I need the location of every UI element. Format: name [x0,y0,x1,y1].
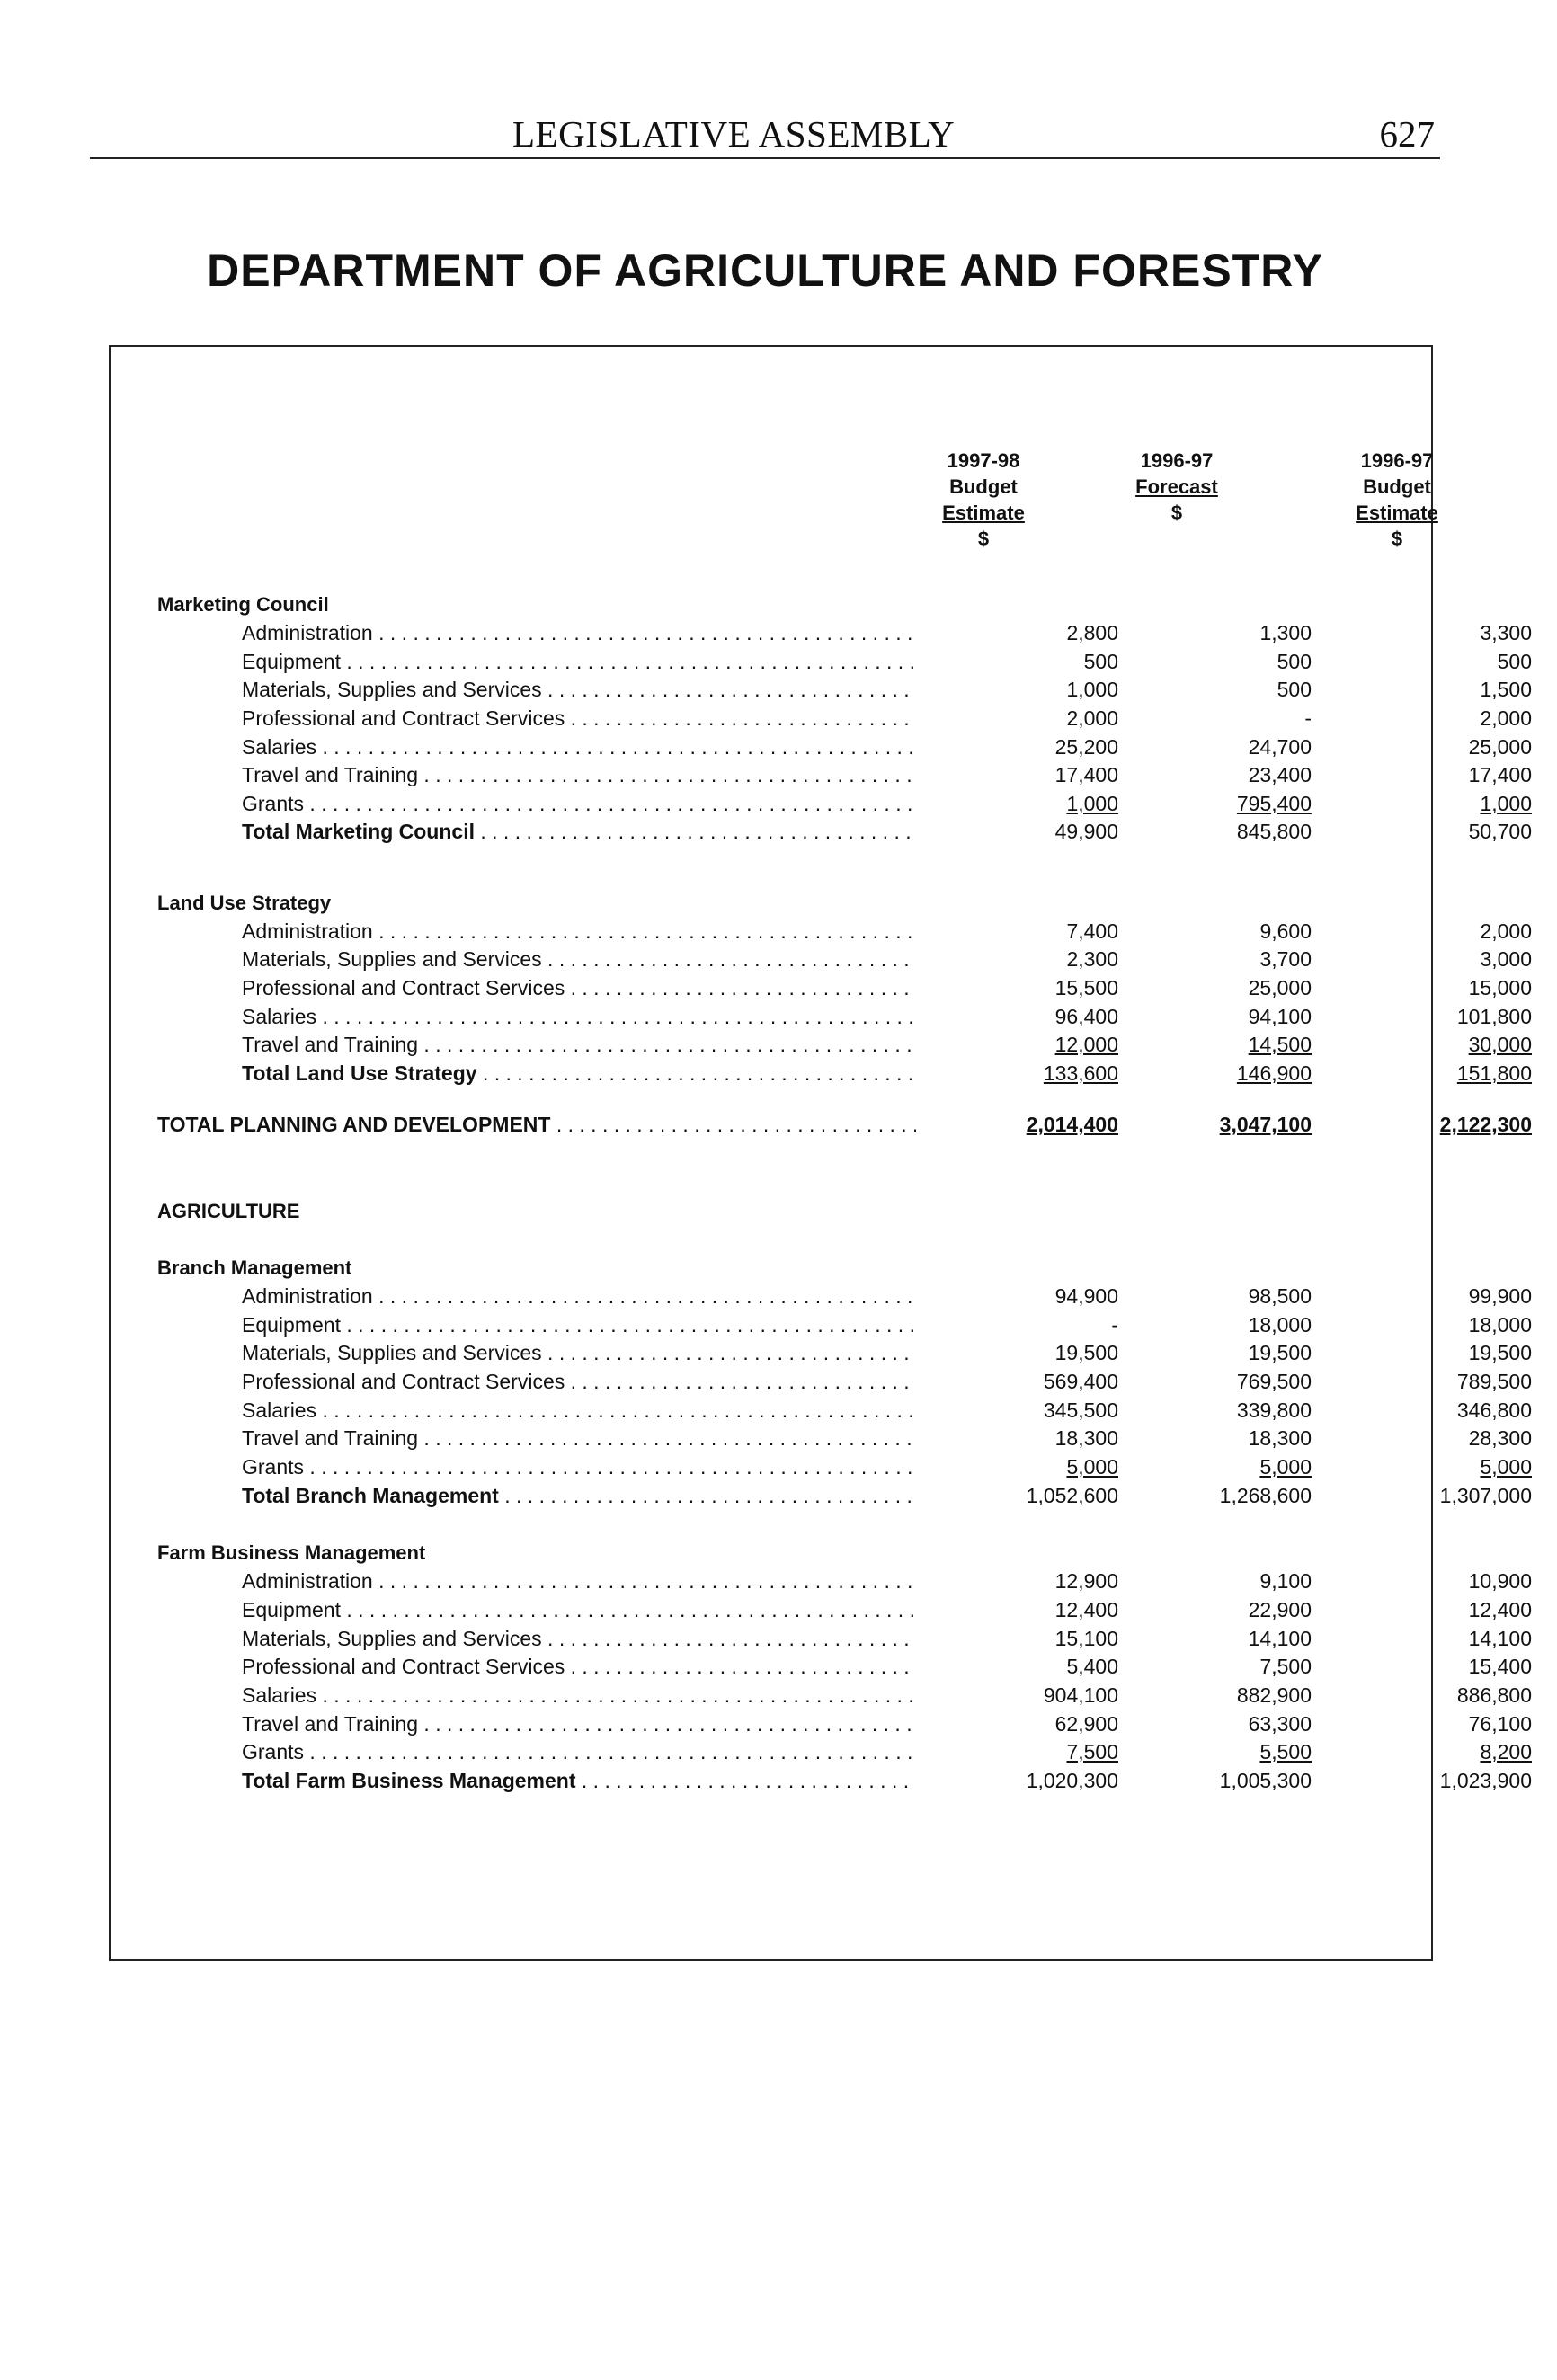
table-row [111,676,1532,704]
value-1997-98-estimate: - [1111,1313,1118,1337]
row-label: Professional and Contract Services . . . [242,1368,916,1396]
value-1996-97-forecast: 500 [1277,678,1312,701]
row-label: Travel and Training . . . [242,1031,916,1059]
value-1996-97-forecast: 18,000 [1248,1313,1312,1337]
row-label: Travel and Training . . . [242,1425,916,1452]
column-header-1996-97-budget-estimate [1307,448,1487,552]
table-row [111,1425,1532,1452]
value-1997-98-estimate: 19,500 [1054,1341,1118,1364]
row-label: Salaries . . . [242,1003,916,1031]
total-row [111,818,1532,846]
value-1996-97-forecast: 22,900 [1248,1598,1312,1621]
column-header-line: 1996-97 [1140,449,1214,472]
row-label: Grants . . . [242,1738,916,1766]
value-1996-97-estimate: 2,000 [1480,706,1532,730]
value-1996-97-forecast: 146,900 [1236,1061,1312,1085]
column-header-unit: $ [1391,528,1403,550]
value-1997-98-estimate: 25,200 [1054,735,1118,759]
row-label: Travel and Training . . . [242,1710,916,1738]
value-1997-98-estimate: 12,000 [1054,1033,1118,1056]
value-1996-97-estimate: 789,500 [1456,1370,1532,1393]
value-1997-98-estimate: 12,400 [1054,1598,1118,1621]
table-row [111,946,1532,973]
value-1996-97-estimate: 2,000 [1480,919,1532,943]
column-header-1997-98-budget-estimate [894,448,1073,552]
value-1996-97-estimate: 151,800 [1456,1061,1532,1085]
section-row [111,1254,1431,1282]
grand-row [111,1111,1532,1139]
department-title: DEPARTMENT OF AGRICULTURE AND FORESTRY [207,245,1323,296]
row-label: Salaries . . . [242,1397,916,1425]
value-1996-97-forecast: 18,300 [1248,1426,1312,1450]
section-heading: AGRICULTURE [157,1200,300,1222]
table-row [111,733,1532,761]
value-1996-97-forecast: 769,500 [1236,1370,1312,1393]
row-label: Total Marketing Council . . . [242,818,916,846]
value-1996-97-forecast: 9,100 [1259,1569,1312,1593]
value-1997-98-estimate: 5,400 [1066,1655,1118,1678]
column-header-unit: $ [1170,502,1183,524]
section-row [111,889,1431,917]
value-1997-98-estimate: 7,400 [1066,919,1118,943]
value-1997-98-estimate: 2,300 [1066,947,1118,971]
value-1996-97-estimate: 14,100 [1468,1627,1532,1650]
value-1996-97-estimate: 101,800 [1456,1005,1532,1028]
value-1996-97-forecast: 9,600 [1259,919,1312,943]
value-1996-97-estimate: 2,122,300 [1439,1113,1532,1136]
value-1996-97-forecast: 5,000 [1259,1455,1312,1479]
value-1996-97-forecast: 98,500 [1248,1284,1312,1308]
value-1996-97-estimate: 30,000 [1468,1033,1532,1056]
value-1996-97-estimate: 1,500 [1480,678,1532,701]
table-row [111,1738,1532,1766]
value-1996-97-estimate: 76,100 [1468,1712,1532,1736]
major-row [111,1197,1431,1225]
value-1997-98-estimate: 5,000 [1066,1455,1118,1479]
row-label: Equipment . . . [242,1596,916,1624]
value-1997-98-estimate: 15,500 [1054,976,1118,999]
row-label: Administration . . . [242,918,916,946]
table-row [111,1283,1532,1310]
value-1997-98-estimate: 1,052,600 [1026,1484,1118,1507]
total-row [111,1482,1532,1510]
column-header-line: Estimate [942,502,1025,524]
value-1996-97-forecast: 23,400 [1248,763,1312,786]
value-1996-97-forecast: 845,800 [1236,820,1312,843]
value-1996-97-forecast: 25,000 [1248,976,1312,999]
budget-table-frame [109,345,1532,1961]
value-1996-97-estimate: 346,800 [1456,1399,1532,1422]
column-header-line: Forecast [1135,475,1218,498]
value-1996-97-forecast: 14,500 [1248,1033,1312,1056]
row-label: Materials, Supplies and Services . . . [242,1339,916,1367]
table-row [111,1311,1532,1339]
value-1997-98-estimate: 904,100 [1043,1683,1118,1707]
table-row [111,918,1532,946]
section-heading: Branch Management [157,1257,352,1279]
value-1996-97-estimate: 1,000 [1480,792,1532,815]
row-label: Professional and Contract Services . . . [242,1653,916,1681]
table-row [111,1339,1532,1367]
table-row [111,1653,1532,1681]
row-label: Salaries . . . [242,733,916,761]
row-label: Total Land Use Strategy . . . [242,1060,916,1088]
value-1997-98-estimate: 17,400 [1054,763,1118,786]
column-header-unit: $ [977,528,990,550]
table-row [111,619,1532,647]
value-1996-97-estimate: 1,307,000 [1439,1484,1532,1507]
value-1997-98-estimate: 96,400 [1054,1005,1118,1028]
value-1996-97-forecast: 1,268,600 [1219,1484,1312,1507]
value-1996-97-forecast: 882,900 [1236,1683,1312,1707]
row-label: Grants . . . [242,790,916,818]
value-1997-98-estimate: 1,020,300 [1026,1769,1118,1792]
table-row [111,761,1532,789]
value-1997-98-estimate: 18,300 [1054,1426,1118,1450]
value-1997-98-estimate: 133,600 [1043,1061,1118,1085]
value-1996-97-estimate: 19,500 [1468,1341,1532,1364]
row-label: Administration . . . [242,1283,916,1310]
section-heading: Land Use Strategy [157,892,332,914]
table-row [111,1453,1532,1481]
row-label: Administration . . . [242,1567,916,1595]
column-header-line: 1996-97 [1360,449,1434,472]
value-1997-98-estimate: 2,014,400 [1026,1113,1118,1136]
value-1996-97-forecast: 94,100 [1248,1005,1312,1028]
value-1996-97-estimate: 17,400 [1468,763,1532,786]
row-label: Professional and Contract Services . . . [242,974,916,1002]
value-1997-98-estimate: 15,100 [1054,1627,1118,1650]
table-row [111,974,1532,1002]
value-1997-98-estimate: 94,900 [1054,1284,1118,1308]
row-label: Equipment . . . [242,1311,916,1339]
value-1996-97-estimate: 1,023,900 [1439,1769,1532,1792]
row-label: TOTAL PLANNING AND DEVELOPMENT . . . [157,1111,916,1139]
running-head-title: LEGISLATIVE ASSEMBLY [512,113,956,155]
value-1996-97-estimate: 5,000 [1480,1455,1532,1479]
value-1997-98-estimate: 1,000 [1066,792,1118,815]
value-1996-97-forecast: 3,047,100 [1219,1113,1312,1136]
value-1996-97-forecast: 63,300 [1248,1712,1312,1736]
value-1996-97-forecast: 339,800 [1236,1399,1312,1422]
page-number: 627 [1379,113,1435,155]
table-row [111,1031,1532,1059]
value-1997-98-estimate: 7,500 [1066,1740,1118,1763]
value-1997-98-estimate: 2,800 [1066,621,1118,644]
table-row [111,705,1532,733]
value-1996-97-estimate: 10,900 [1468,1569,1532,1593]
table-row [111,648,1532,676]
value-1996-97-forecast: 5,500 [1259,1740,1312,1763]
value-1997-98-estimate: 500 [1083,650,1118,673]
value-1996-97-estimate: 18,000 [1468,1313,1532,1337]
value-1996-97-forecast: 795,400 [1236,792,1312,815]
value-1996-97-forecast: 7,500 [1259,1655,1312,1678]
column-header-1996-97-forecast [1087,448,1267,526]
value-1996-97-forecast: 3,700 [1259,947,1312,971]
value-1997-98-estimate: 2,000 [1066,706,1118,730]
total-row [111,1767,1532,1795]
value-1996-97-estimate: 99,900 [1468,1284,1532,1308]
value-1997-98-estimate: 12,900 [1054,1569,1118,1593]
value-1996-97-estimate: 500 [1497,650,1532,673]
row-label: Equipment . . . [242,648,916,676]
value-1996-97-estimate: 886,800 [1456,1683,1532,1707]
row-label: Salaries . . . [242,1682,916,1710]
column-header-line: Estimate [1356,502,1438,524]
row-label: Total Farm Business Management . . . [242,1767,916,1795]
value-1997-98-estimate: 62,900 [1054,1712,1118,1736]
table-row [111,1625,1532,1653]
value-1996-97-estimate: 12,400 [1468,1598,1532,1621]
table-row [111,1368,1532,1396]
value-1996-97-forecast: 24,700 [1248,735,1312,759]
table-row [111,1682,1532,1710]
value-1996-97-estimate: 50,700 [1468,820,1532,843]
value-1996-97-forecast: - [1304,706,1312,730]
value-1996-97-estimate: 8,200 [1480,1740,1532,1763]
row-label: Administration . . . [242,619,916,647]
section-heading: Farm Business Management [157,1541,426,1564]
table-row [111,1710,1532,1738]
row-label: Materials, Supplies and Services . . . [242,1625,916,1653]
table-row [111,1567,1532,1595]
row-label: Total Branch Management . . . [242,1482,916,1510]
row-label: Grants . . . [242,1453,916,1481]
row-label: Materials, Supplies and Services . . . [242,946,916,973]
value-1996-97-forecast: 500 [1277,650,1312,673]
value-1996-97-estimate: 28,300 [1468,1426,1532,1450]
table-row [111,1596,1532,1624]
section-row [111,1539,1431,1567]
row-label: Materials, Supplies and Services . . . [242,676,916,704]
section-heading: Marketing Council [157,593,329,616]
running-head [90,112,1440,159]
value-1996-97-forecast: 1,005,300 [1219,1769,1312,1792]
value-1997-98-estimate: 1,000 [1066,678,1118,701]
value-1996-97-forecast: 19,500 [1248,1341,1312,1364]
column-header-line: Budget [949,475,1018,498]
value-1996-97-estimate: 3,300 [1480,621,1532,644]
row-label: Travel and Training . . . [242,761,916,789]
column-header-line: Budget [1363,475,1431,498]
section-row [111,591,1431,618]
table-row [111,1003,1532,1031]
value-1996-97-forecast: 14,100 [1248,1627,1312,1650]
column-header-line: 1997-98 [947,449,1020,472]
value-1996-97-estimate: 25,000 [1468,735,1532,759]
row-label: Professional and Contract Services . . . [242,705,916,733]
value-1997-98-estimate: 569,400 [1043,1370,1118,1393]
value-1996-97-estimate: 15,000 [1468,976,1532,999]
value-1996-97-forecast: 1,300 [1259,621,1312,644]
value-1996-97-estimate: 15,400 [1468,1655,1532,1678]
table-row [111,790,1532,818]
value-1997-98-estimate: 49,900 [1054,820,1118,843]
total-row [111,1060,1532,1088]
value-1996-97-estimate: 3,000 [1480,947,1532,971]
table-row [111,1397,1532,1425]
value-1997-98-estimate: 345,500 [1043,1399,1118,1422]
